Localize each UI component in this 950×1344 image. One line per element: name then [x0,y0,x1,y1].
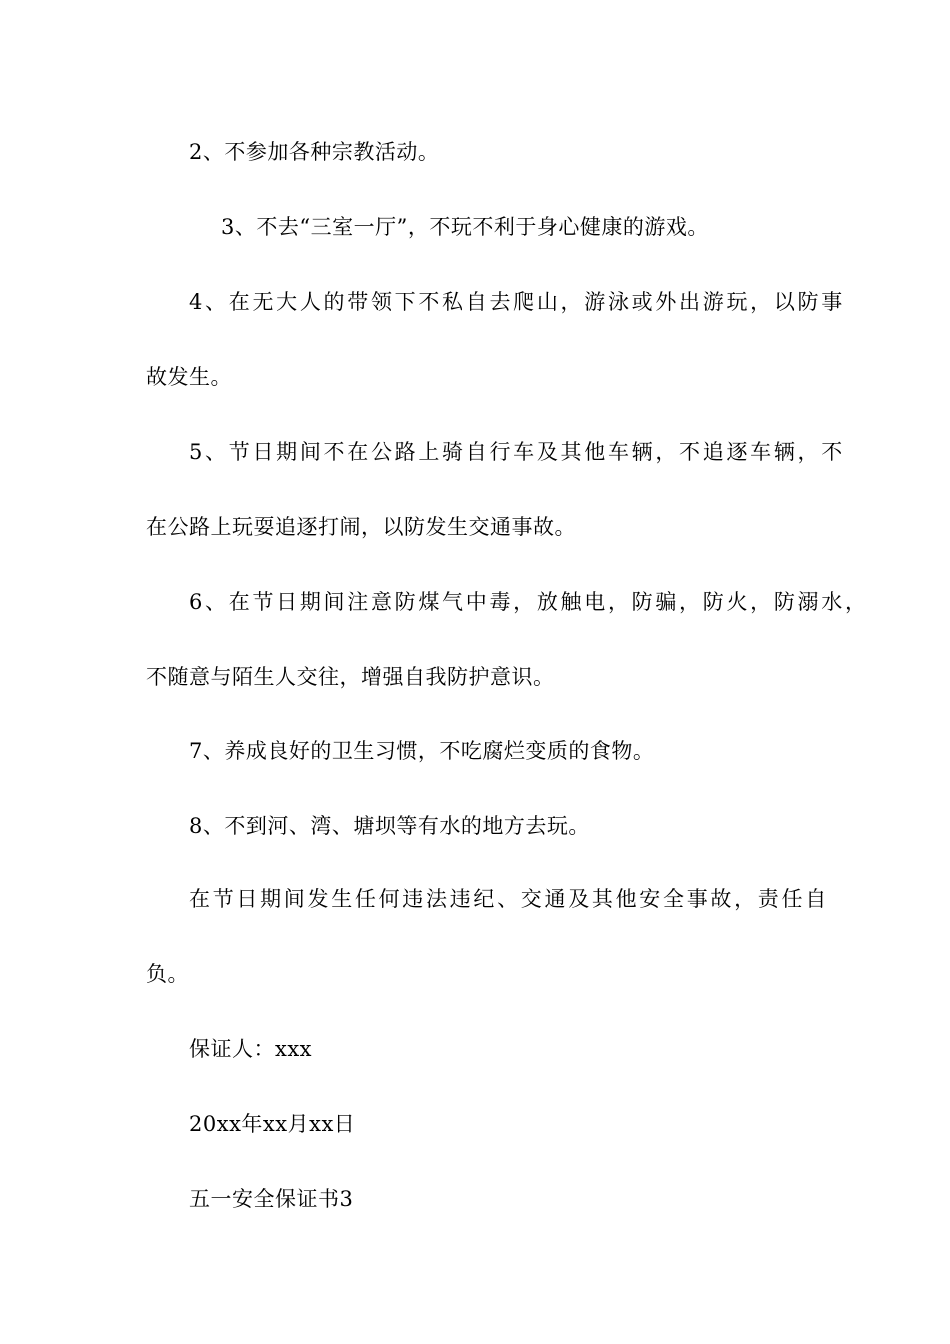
item-6-line-2: 不随意与陌生人交往，增强自我防护意识。 [146,665,555,689]
item-5-line-1: 5、节日期间不在公路上骑自行车及其他车辆，不追逐车辆，不 [189,440,845,464]
closing-line-1: 在节日期间发生任何违法违纪、交通及其他安全事故，责任自 [189,887,829,911]
next-section-title: 五一安全保证书3 [189,1187,354,1211]
item-5-line-2: 在公路上玩耍追逐打闹，以防发生交通事故。 [146,515,576,539]
item-7: 7、养成良好的卫生习惯，不吃腐烂变质的食物。 [189,739,655,763]
item-2: 2、不参加各种宗教活动。 [189,140,440,164]
item-3: 3、不去“三室一厅”，不玩不利于身心健康的游戏。 [221,215,709,239]
item-4-line-2: 故发生。 [146,365,232,389]
item-4-line-1: 4、在无大人的带领下不私自去爬山，游泳或外出游玩，以防事 [189,290,845,314]
date: 20xx年xx月xx日 [189,1112,356,1136]
closing-line-2: 负。 [146,962,189,986]
guarantor: 保证人：xxx [189,1037,313,1061]
item-8: 8、不到河、湾、塘坝等有水的地方去玩。 [189,814,590,838]
item-6-line-1: 6、在节日期间注意防煤气中毒，放触电，防骗，防火，防溺水， [189,590,869,614]
